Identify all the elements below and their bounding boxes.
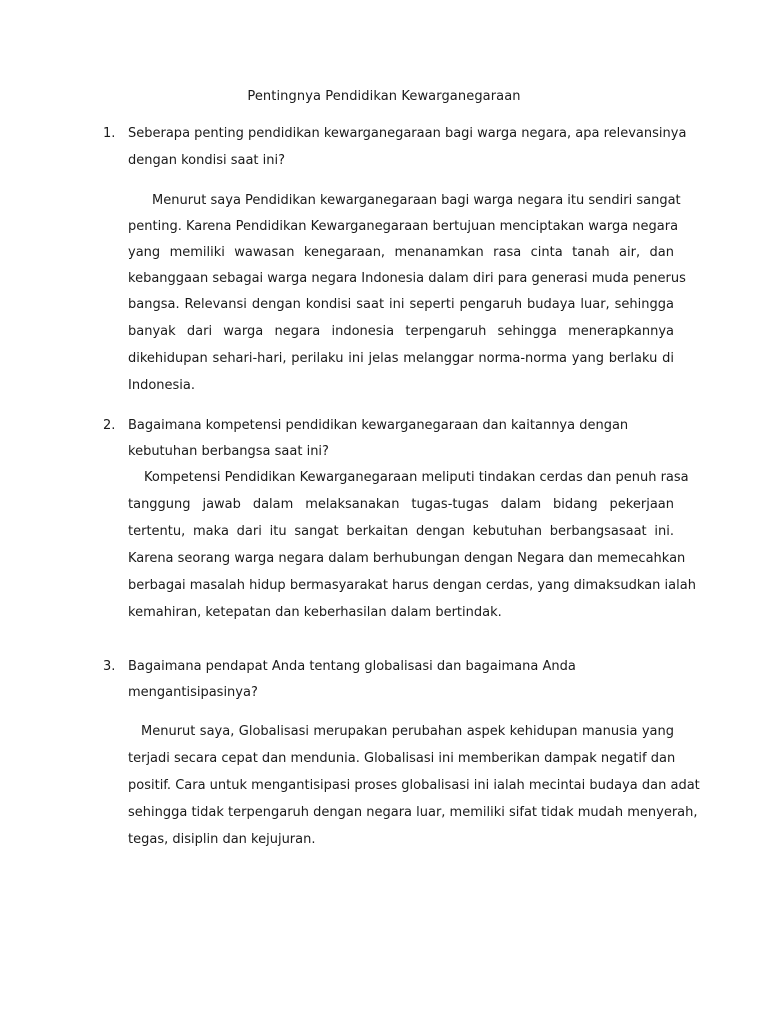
answer-line: Kompetensi Pendidikan Kewarganegaraan meliputi tindakan cerdas dan penuh rasa — [144, 470, 689, 485]
answer-line: kemahiran, ketepatan dan keberhasilan dalam bertindak. — [128, 605, 502, 620]
question-text: dengan kondisi saat ini? — [128, 153, 286, 168]
answer-line: penting. Karena Pendidikan Kewarganegaraan bertujuan menciptakan warga negara — [128, 219, 679, 234]
answer-line: positif. Cara untuk mengantisipasi proses globalisasi ini ialah mecintai budaya dan adat — [128, 778, 700, 793]
question-text: Bagaimana kompetensi pendidikan kewarganegaraan dan kaitannya dengan — [128, 418, 629, 433]
question-number: 3. — [103, 659, 116, 674]
question-text: mengantisipasinya? — [128, 685, 258, 700]
answer-line: Karena seorang warga negara dalam berhubungan dengan Negara dan memecahkan — [128, 551, 686, 566]
answer-line: tegas, disiplin dan kejujuran. — [128, 832, 316, 847]
question-text: Seberapa penting pendidikan kewarganegaraan bagi warga negara, apa relevansinya — [128, 126, 687, 141]
question-number: 1. — [103, 126, 116, 141]
question-number: 2. — [103, 418, 116, 433]
answer-line: Indonesia. — [128, 378, 195, 393]
answer-line: Menurut saya Pendidikan kewarganegaraan bagi warga negara itu sendiri sangat — [152, 193, 681, 208]
answer-line: tanggung jawab dalam melaksanakan tugas-tugas dalam bidang pekerjaan — [128, 497, 674, 512]
answer-line: tertentu, maka dari itu sangat berkaitan dengan kebutuhan berbangsasaat ini. — [128, 524, 674, 539]
answer-line: kebanggaan sebagai warga negara Indonesia dalam diri para generasi muda penerus — [128, 271, 686, 286]
answer-line: banyak dari warga negara indonesia terpengaruh sehingga menerapkannya — [128, 324, 674, 339]
answer-line: Menurut saya, Globalisasi merupakan perubahan aspek kehidupan manusia yang — [141, 724, 674, 739]
answer-line: yang memiliki wawasan kenegaraan, menanamkan rasa cinta tanah air, dan — [128, 245, 674, 260]
answer-line: dikehidupan sehari-hari, perilaku ini jelas melanggar norma-norma yang berlaku di — [128, 351, 674, 366]
answer-line: bangsa. Relevansi dengan kondisi saat ini seperti pengaruh budaya luar, sehingga — [128, 297, 674, 312]
question-text: Bagaimana pendapat Anda tentang globalisasi dan bagaimana Anda — [128, 659, 576, 674]
answer-line: berbagai masalah hidup bermasyarakat harus dengan cerdas, yang dimaksudkan ialah — [128, 578, 696, 593]
answer-line: terjadi secara cepat dan mendunia. Globalisasi ini memberikan dampak negatif dan — [128, 751, 676, 766]
answer-line: sehingga tidak terpengaruh dengan negara luar, memiliki sifat tidak mudah menyerah, — [128, 805, 698, 820]
document-title: Pentingnya Pendidikan Kewarganegaraan — [247, 89, 521, 104]
question-text: kebutuhan berbangsa saat ini? — [128, 444, 329, 459]
